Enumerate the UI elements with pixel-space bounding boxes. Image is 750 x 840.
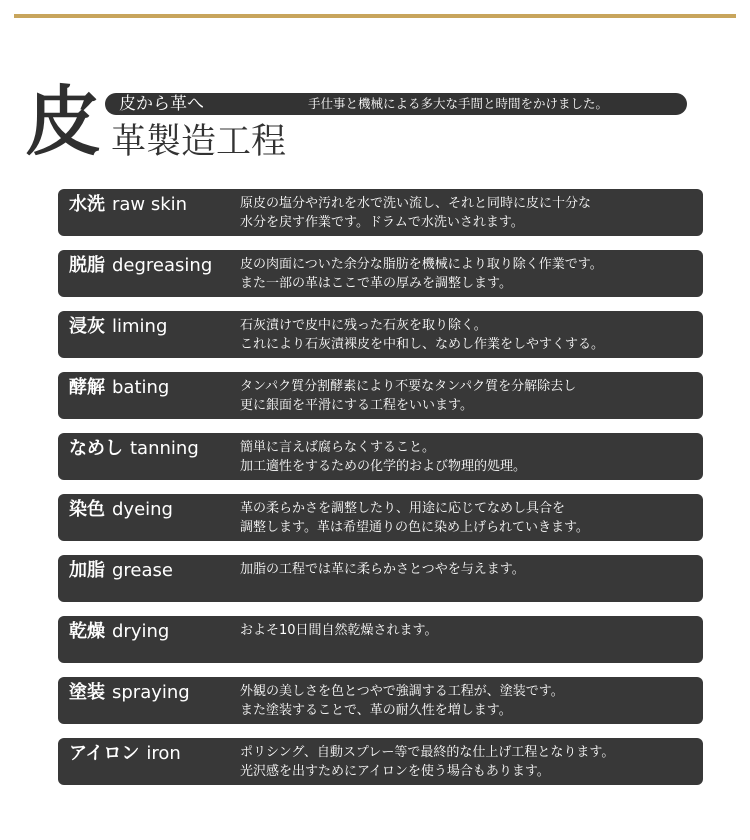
step-name-en: liming bbox=[112, 316, 168, 337]
step-description bbox=[240, 316, 604, 354]
process-steps bbox=[58, 189, 703, 799]
step-desc-line1: 簡単に言えば腐らなくすること。 bbox=[240, 440, 436, 455]
step-desc-line2: また一部の革はここで革の厚みを調整します。 bbox=[240, 276, 512, 291]
step-desc-line2: 水分を戻す作業です。ドラムで水洗いされます。 bbox=[240, 215, 524, 230]
step-name-en: drying bbox=[112, 621, 170, 642]
step-desc-line2: 光沢感を出すためにアイロンを使う場合もあります。 bbox=[240, 764, 550, 779]
step-name bbox=[69, 499, 173, 521]
step-name bbox=[69, 621, 169, 643]
step-name bbox=[69, 438, 199, 460]
step-name-en: grease bbox=[112, 560, 173, 581]
step-desc-line2: 更に銀面を平滑にする工程をいいます。 bbox=[240, 398, 473, 413]
step-name bbox=[69, 682, 190, 704]
step-description bbox=[240, 560, 525, 579]
header bbox=[0, 0, 750, 180]
step-name-en: spraying bbox=[112, 682, 190, 703]
step-name bbox=[69, 377, 169, 399]
step-desc-line1: およそ10日間自然乾燥されます。 bbox=[240, 623, 438, 638]
step-description bbox=[240, 743, 614, 781]
step-desc-line2: また塗装することで、革の耐久性を増します。 bbox=[240, 703, 512, 718]
step-drying bbox=[58, 616, 703, 663]
step-description bbox=[240, 682, 564, 720]
step-name-jp: 水洗 bbox=[69, 194, 105, 215]
step-description bbox=[240, 377, 576, 415]
step-name-jp: 乾燥 bbox=[69, 621, 105, 642]
step-name-en: degreasing bbox=[112, 255, 213, 276]
step-liming bbox=[58, 311, 703, 358]
step-name-jp: アイロン bbox=[69, 743, 140, 764]
step-name-jp: 脱脂 bbox=[69, 255, 105, 276]
step-desc-line1: 原皮の塩分や汚れを水で洗い流し、それと同時に皮に十分な bbox=[240, 196, 592, 211]
subtitle-bar bbox=[105, 93, 687, 115]
step-description bbox=[240, 255, 603, 293]
step-description bbox=[240, 194, 591, 232]
step-name bbox=[69, 255, 212, 277]
step-name bbox=[69, 560, 173, 582]
step-dyeing bbox=[58, 494, 703, 541]
step-greasing bbox=[58, 555, 703, 602]
step-name-en: iron bbox=[146, 743, 181, 764]
step-spraying bbox=[58, 677, 703, 724]
step-desc-line2: 加工適性をするための化学的および物理的処理。 bbox=[240, 459, 527, 474]
step-name-jp: 浸灰 bbox=[69, 316, 105, 337]
step-desc-line1: タンパク質分割酵素により不要なタンパク質を分解除去し bbox=[240, 379, 577, 394]
step-ironing bbox=[58, 738, 703, 785]
step-name-jp: 塗装 bbox=[69, 682, 105, 703]
step-description bbox=[240, 438, 526, 476]
step-name bbox=[69, 743, 181, 765]
step-desc-line1: ポリシング、自動スプレー等で最終的な仕上げ工程となります。 bbox=[240, 745, 615, 760]
step-name-jp: なめし bbox=[69, 438, 123, 459]
step-degreasing bbox=[58, 250, 703, 297]
big-kanji-title: 皮 bbox=[25, 77, 101, 166]
step-desc-line1: 皮の肉面についた余分な脂肪を機械により取り除く作業です。 bbox=[240, 257, 603, 272]
page-heading: 革製造工程 bbox=[111, 122, 287, 162]
step-name-en: dyeing bbox=[112, 499, 173, 520]
step-name-en: raw skin bbox=[112, 194, 188, 215]
step-description bbox=[240, 499, 589, 537]
step-name bbox=[69, 194, 187, 216]
step-desc-line2: 調整します。革は希望通りの色に染め上げられていきます。 bbox=[240, 520, 589, 535]
step-description bbox=[240, 621, 438, 640]
step-name-en: bating bbox=[112, 377, 170, 398]
step-bating bbox=[58, 372, 703, 419]
step-name-en: tanning bbox=[130, 438, 199, 459]
step-desc-line1: 石灰漬けで皮中に残った石灰を取り除く。 bbox=[240, 318, 487, 333]
step-desc-line1: 加脂の工程では革に柔らかさとつやを与えます。 bbox=[240, 562, 525, 577]
step-desc-line2: これにより石灰漬裸皮を中和し、なめし作業をしやすくする。 bbox=[240, 337, 605, 352]
step-desc-line1: 革の柔らかさを調整したり、用途に応じてなめし具合を bbox=[240, 501, 566, 516]
step-name bbox=[69, 316, 167, 338]
step-desc-line1: 外観の美しさを色とつやで強調する工程が、塗装です。 bbox=[240, 684, 564, 699]
subtitle-left: 皮から革へ bbox=[119, 94, 204, 114]
step-name-jp: 加脂 bbox=[69, 560, 105, 581]
step-washing bbox=[58, 189, 703, 236]
subtitle-right: 手仕事と機械による多大な手間と時間をかけました。 bbox=[308, 96, 609, 111]
step-tanning bbox=[58, 433, 703, 480]
step-name-jp: 染色 bbox=[69, 499, 105, 520]
step-name-jp: 酵解 bbox=[69, 377, 105, 398]
